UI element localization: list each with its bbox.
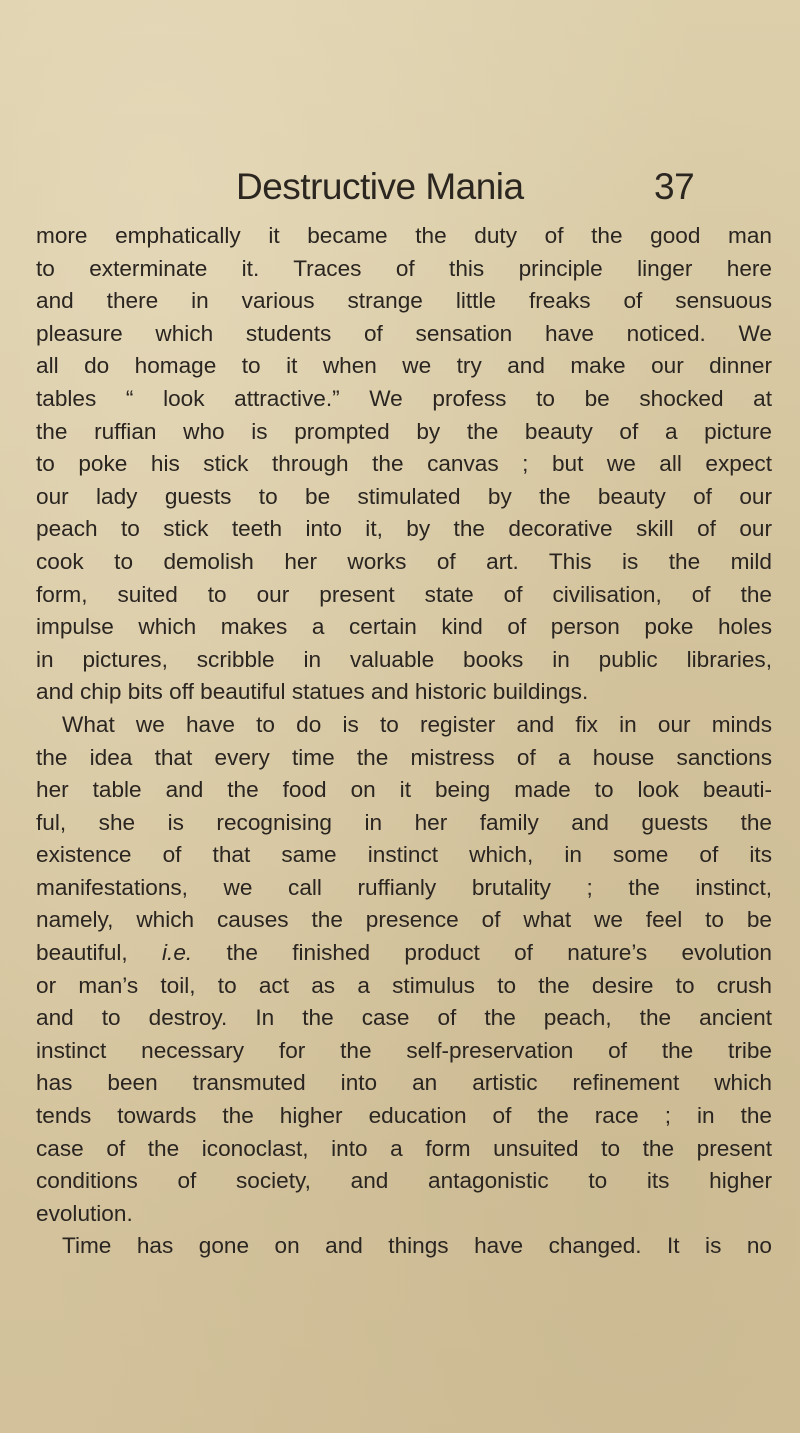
text-line: impulse which makes a certain kind of person poke holes (36, 614, 772, 640)
text-line: What we have to do is to register and fix in our minds (62, 711, 772, 737)
running-head-title: Destructive Mania (236, 166, 524, 207)
text-line: case of the iconoclast, into a form unsuited to the present (36, 1135, 772, 1161)
text-line: and chip bits off beautiful statues and historic buildings. (36, 679, 589, 705)
text-line: conditions of society, and antagonistic to its higher (36, 1168, 772, 1194)
text-line: manifestations, we call ruffianly brutality ; the instinct, (36, 874, 772, 900)
text-line: form, suited to our present state of civilisation, of the (36, 581, 772, 607)
text-line: Time has gone on and things have changed. It is no (62, 1233, 772, 1259)
text-line: tends towards the higher education of the race ; in the (36, 1103, 772, 1129)
text-line: to exterminate it. Traces of this principle linger here (36, 255, 772, 281)
text-line: or man’s toil, to act as a stimulus to the desire to crush (36, 972, 772, 998)
text-line: our lady guests to be stimulated by the beauty of our (36, 483, 772, 509)
text-line: evolution. (36, 1200, 133, 1226)
text-line: and there in various strange little freaks of sensuous (36, 288, 772, 314)
text-line: tables “ look attractive.” We profess to be shocked at (36, 385, 772, 411)
text-line: peach to stick teeth into it, by the decorative skill of our (36, 516, 772, 542)
italic-abbreviation: i.e. (162, 940, 193, 966)
text-line: the idea that every time the mistress of a house sanctions (36, 744, 772, 770)
text-line: in pictures, scribble in valuable books in public libraries, (36, 646, 772, 672)
text-line: has been transmuted into an artistic refinement which (36, 1070, 772, 1096)
text-line: namely, which causes the presence of what we feel to be (36, 907, 772, 933)
text-line: existence of that same instinct which, in some of its (36, 842, 772, 868)
text-line: ful, she is recognising in her family and guests the (36, 809, 772, 835)
text-line: the ruffian who is prompted by the beauty of a picture (36, 418, 772, 444)
text-line: and to destroy. In the case of the peach, the ancient (36, 1005, 772, 1031)
page-number: 37 (654, 166, 695, 207)
text-line: cook to demolish her works of art. This is the mild (36, 548, 772, 574)
text-line: to poke his stick through the canvas ; but we all expect (36, 451, 772, 477)
running-head (236, 166, 708, 216)
text-line: pleasure which students of sensation have noticed. We (36, 320, 772, 346)
body-text (36, 220, 772, 1263)
text-line: instinct necessary for the self-preservation of the tribe (36, 1037, 772, 1063)
text-line: more emphatically it became the duty of the good man (36, 223, 772, 248)
text-line: all do homage to it when we try and make our dinner (36, 353, 772, 379)
text-line: her table and the food on it being made to look beauti- (36, 777, 772, 803)
text-line: beautiful, i.e. the finished product of nature’s evolution (36, 940, 772, 966)
